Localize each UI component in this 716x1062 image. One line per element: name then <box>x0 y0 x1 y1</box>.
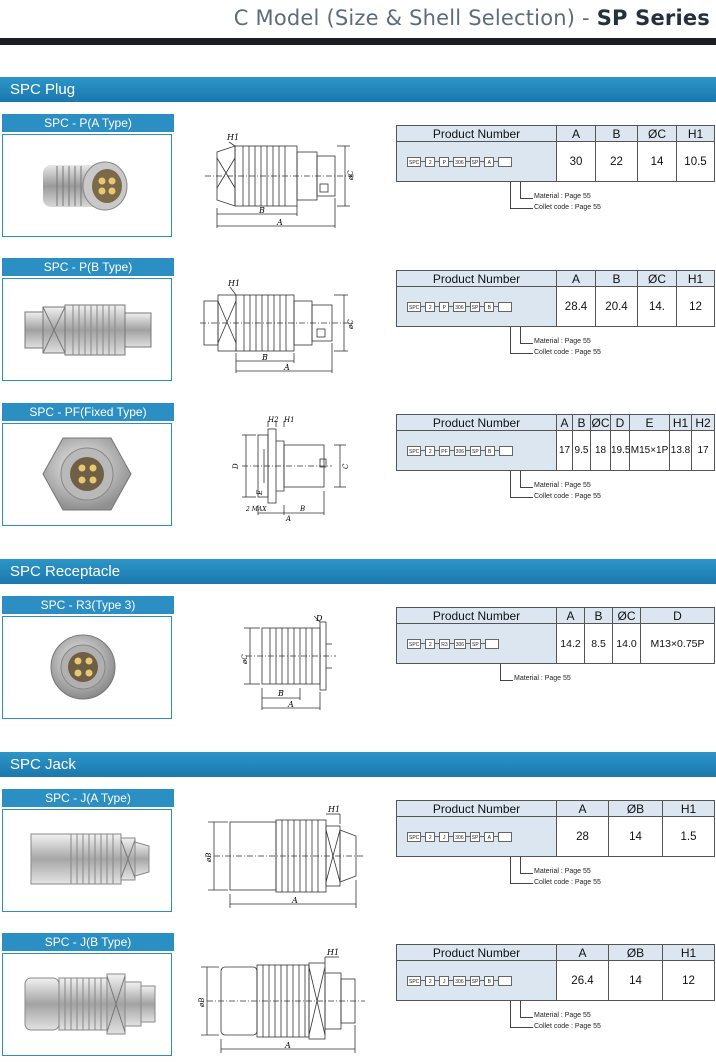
dim-label-a: A <box>284 363 290 372</box>
code-box: 306 <box>453 157 465 167</box>
dim-label-b: B <box>300 505 306 513</box>
code-box: B <box>485 446 495 456</box>
code-box: SPC <box>407 302 421 312</box>
product-label: SPC - R3(Type 3) <box>2 596 174 614</box>
value-cell: 14 <box>609 817 663 857</box>
note: Collet code : Page 55 <box>534 879 601 886</box>
technical-drawing <box>195 945 375 1055</box>
col-header: Product Number <box>397 608 557 624</box>
code-box: 306 <box>454 446 466 456</box>
col-header: H1 <box>663 801 715 817</box>
col-header: B <box>596 126 638 142</box>
note: Collet code : Page 55 <box>534 349 601 356</box>
code-box: 2 <box>425 302 435 312</box>
product-number-code <box>397 624 557 664</box>
product-number-code <box>397 961 557 1001</box>
col-header: B <box>585 608 613 624</box>
product-label: SPC - P(B Type) <box>2 258 174 276</box>
value-cell: 19.5 <box>611 431 630 471</box>
spec-table <box>396 800 715 857</box>
page-title <box>234 6 710 30</box>
code-box: 2 <box>425 976 435 986</box>
product-photo <box>2 809 172 912</box>
code-box: B <box>484 302 494 312</box>
dim-label-b: øB <box>198 997 206 1007</box>
note: Collet code : Page 55 <box>534 493 601 500</box>
note: Material : Page 55 <box>514 675 571 682</box>
technical-drawing <box>200 275 365 380</box>
section-bar-plug: SPC Plug <box>0 77 716 102</box>
col-header: ØC <box>638 126 677 142</box>
col-header: Product Number <box>397 801 557 817</box>
dim-label-h1: H1 <box>328 805 341 814</box>
value-cell: 26.4 <box>557 961 609 1001</box>
dim-label-zmax: 2 MAX <box>246 506 267 513</box>
code-box: SP <box>470 976 481 986</box>
value-cell: 17 <box>692 431 715 471</box>
col-header: Product Number <box>397 945 557 961</box>
product-photo <box>2 134 172 237</box>
value-cell: 14 <box>609 961 663 1001</box>
value-cell: 22 <box>596 142 638 182</box>
dim-label-h1: H1 <box>227 133 240 142</box>
col-header: Product Number <box>397 126 557 142</box>
dim-label-h2: H2 <box>268 416 279 424</box>
code-box: SPC <box>407 639 421 649</box>
value-cell: 12 <box>677 287 715 327</box>
col-header: H1 <box>677 126 715 142</box>
code-box: 2 <box>425 639 435 649</box>
code-box <box>498 302 512 312</box>
value-cell: 14.0 <box>613 624 641 664</box>
product-number-code <box>397 142 557 182</box>
value-cell: 18 <box>591 431 611 471</box>
spec-table <box>396 414 715 471</box>
code-box: SPC <box>407 446 421 456</box>
dim-label-a: A <box>285 1041 291 1050</box>
value-cell: 14 <box>638 142 677 182</box>
value-cell: 1.5 <box>663 817 715 857</box>
col-header: H1 <box>663 945 715 961</box>
col-header: ØC <box>613 608 641 624</box>
value-cell: 13.8 <box>670 431 692 471</box>
dim-label-c: C <box>342 463 350 469</box>
dim-label-b: B <box>278 689 284 698</box>
note: Material : Page 55 <box>534 868 591 875</box>
code-box <box>499 446 513 456</box>
dim-label-c: øC <box>347 319 355 329</box>
code-box: A <box>484 157 494 167</box>
dim-label-d: D <box>316 614 323 623</box>
code-box: 2 <box>425 446 435 456</box>
dim-label-a: A <box>292 896 298 905</box>
section-bar-receptacle: SPC Receptacle <box>0 559 716 584</box>
col-header: ØB <box>609 801 663 817</box>
dim-label-b: B <box>259 206 265 215</box>
product-label: SPC - J(A Type) <box>2 789 174 807</box>
dim-label-a: A <box>288 700 294 709</box>
code-box: 306 <box>453 832 465 842</box>
dim-label-d: D <box>232 463 240 469</box>
dim-label-h1: H1 <box>327 948 340 957</box>
product-photo <box>2 953 172 1056</box>
note: Material : Page 55 <box>534 1012 591 1019</box>
col-header: H1 <box>677 271 715 287</box>
code-box <box>498 976 512 986</box>
dim-label-b: B <box>262 353 268 362</box>
code-box <box>498 157 512 167</box>
code-box: 2 <box>425 157 435 167</box>
section-bar-jack: SPC Jack <box>0 752 716 777</box>
code-box: 2 <box>425 832 435 842</box>
dim-label-b: øB <box>205 852 213 862</box>
value-cell: 12 <box>663 961 715 1001</box>
value-cell: 20.4 <box>596 287 638 327</box>
code-box: SP <box>470 832 481 842</box>
code-box: SP <box>470 639 481 649</box>
value-cell: 8.5 <box>585 624 613 664</box>
code-box: SP <box>470 446 481 456</box>
spec-table <box>396 270 715 327</box>
value-cell: M13×0.75P <box>641 624 715 664</box>
col-header: A <box>557 415 573 431</box>
code-box: 306 <box>454 639 466 649</box>
code-box <box>485 639 499 649</box>
note: Material : Page 55 <box>534 193 591 200</box>
title-rule <box>0 38 716 45</box>
col-header: ØC <box>638 271 677 287</box>
col-header: E <box>630 415 670 431</box>
value-cell: 28.4 <box>557 287 596 327</box>
technical-drawing <box>228 413 363 523</box>
dim-label-e: E <box>256 489 264 495</box>
note: Collet code : Page 55 <box>534 204 601 211</box>
value-cell: 9.5 <box>573 431 591 471</box>
product-photo <box>2 423 172 526</box>
dim-label-c: øC <box>347 170 355 180</box>
col-header: A <box>557 608 585 624</box>
product-label: SPC - PF(Fixed Type) <box>2 403 174 421</box>
col-header: Product Number <box>397 415 557 431</box>
spec-table <box>396 607 715 664</box>
dim-label-h1: H1 <box>228 279 241 288</box>
col-header: B <box>596 271 638 287</box>
product-number-code <box>397 431 557 471</box>
note: Material : Page 55 <box>534 482 591 489</box>
col-header: A <box>557 271 596 287</box>
code-box: R3 <box>439 639 449 649</box>
code-box: 306 <box>453 302 465 312</box>
code-box: J <box>439 976 449 986</box>
page-title-series: SP Series <box>596 6 710 30</box>
col-header: A <box>557 801 609 817</box>
spec-table <box>396 125 715 182</box>
product-photo <box>2 278 172 381</box>
col-header: H1 <box>670 415 692 431</box>
code-box: P <box>439 302 449 312</box>
value-cell: 17 <box>557 431 573 471</box>
dim-label-c: øC <box>241 654 249 664</box>
code-box: SPC <box>407 157 421 167</box>
value-cell: 30 <box>557 142 596 182</box>
code-box <box>498 832 512 842</box>
code-box: 306 <box>453 976 465 986</box>
product-label: SPC - P(A Type) <box>2 114 174 132</box>
col-header: H2 <box>692 415 715 431</box>
technical-drawing <box>200 800 370 910</box>
col-header: ØB <box>609 945 663 961</box>
code-box: J <box>439 832 449 842</box>
col-header: Product Number <box>397 271 557 287</box>
col-header: D <box>641 608 715 624</box>
code-box: SP <box>470 302 481 312</box>
code-box: B <box>484 976 494 986</box>
technical-drawing <box>236 608 346 714</box>
col-header: A <box>557 126 596 142</box>
dim-label-a: A <box>286 515 292 523</box>
code-box: PF <box>439 446 449 456</box>
code-box: SP <box>470 157 481 167</box>
technical-drawing <box>205 128 365 233</box>
product-number-code <box>397 287 557 327</box>
code-box: A <box>484 832 494 842</box>
value-cell: 10.5 <box>677 142 715 182</box>
page-title-main: C Model (Size & Shell Selection) - <box>233 6 597 30</box>
code-box: SPC <box>407 976 421 986</box>
col-header: B <box>573 415 591 431</box>
note: Material : Page 55 <box>534 338 591 345</box>
dim-label-h1: H1 <box>284 416 295 424</box>
value-cell: 14. <box>638 287 677 327</box>
value-cell: M15×1P <box>630 431 670 471</box>
code-box: SPC <box>407 832 421 842</box>
product-photo <box>2 616 172 719</box>
code-box: P <box>439 157 449 167</box>
value-cell: 14.2 <box>557 624 585 664</box>
value-cell: 28 <box>557 817 609 857</box>
dim-label-a: A <box>277 218 283 227</box>
note: Collet code : Page 55 <box>534 1023 601 1030</box>
spec-table <box>396 944 715 1001</box>
product-number-code <box>397 817 557 857</box>
col-header: D <box>611 415 630 431</box>
product-label: SPC - J(B Type) <box>2 933 174 951</box>
col-header: ØC <box>591 415 610 430</box>
col-header: A <box>557 945 609 961</box>
